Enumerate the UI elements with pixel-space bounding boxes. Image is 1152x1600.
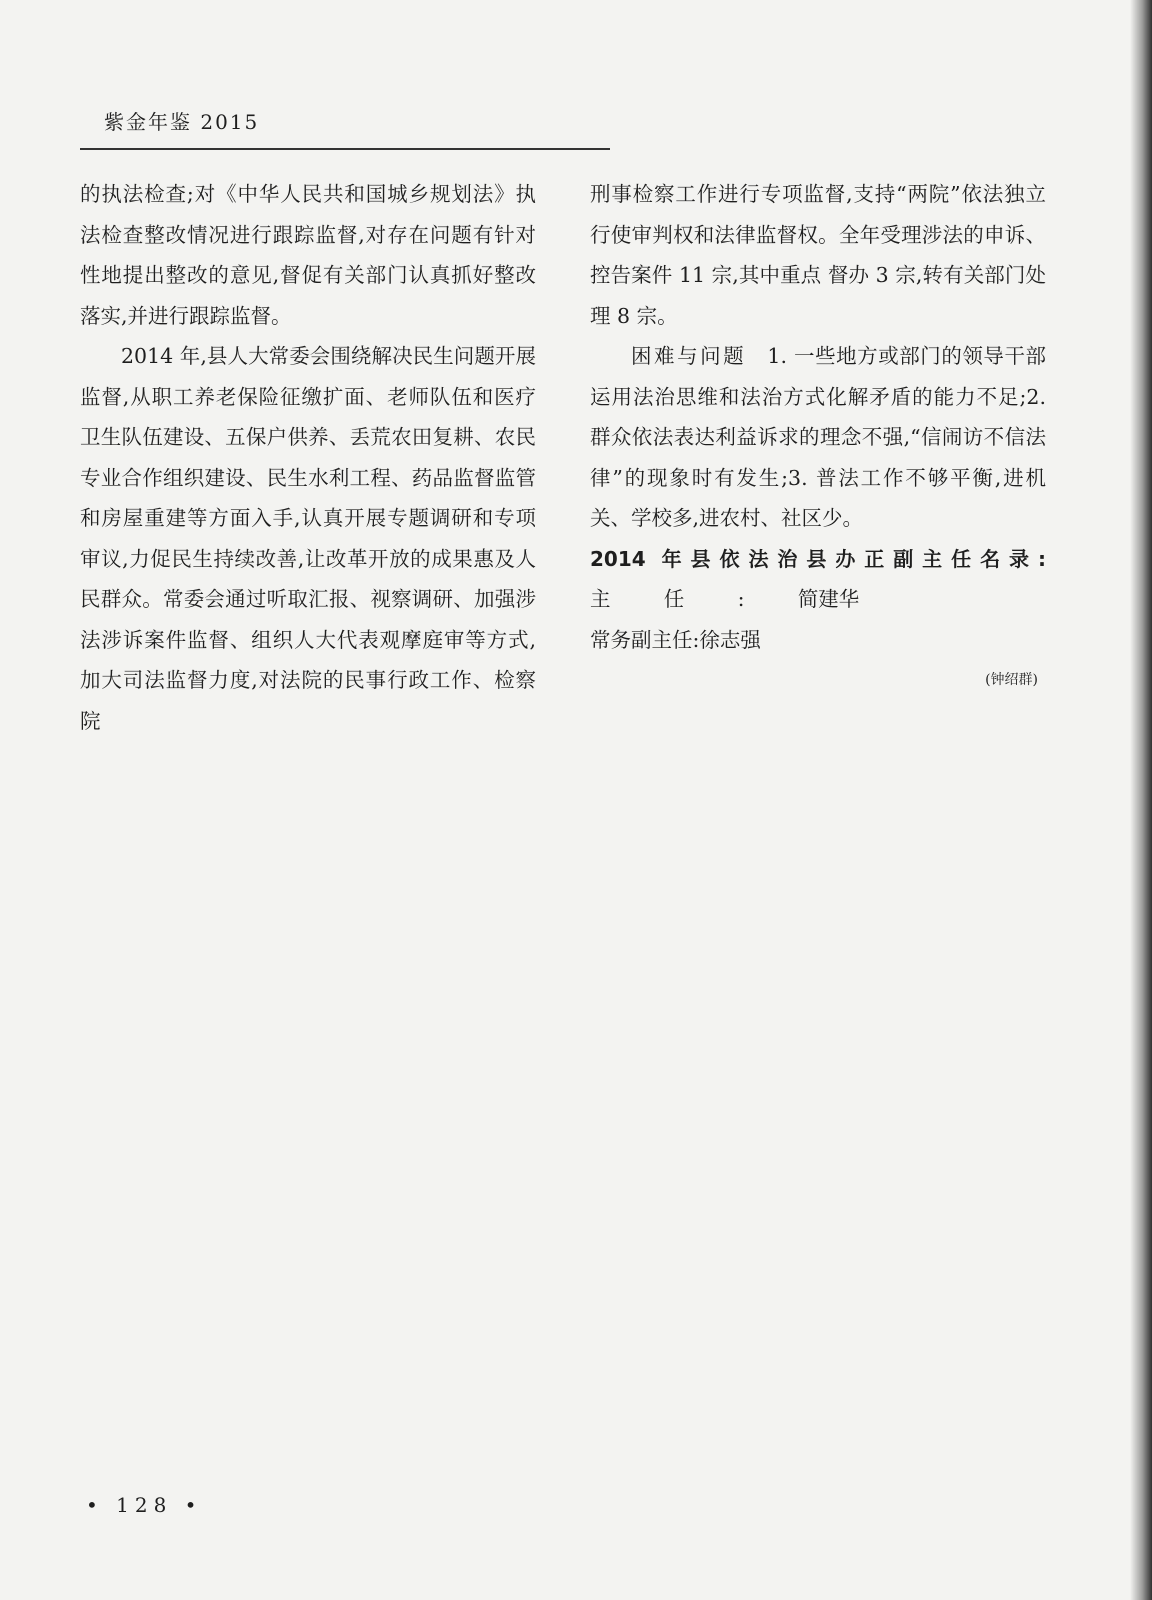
page-number: • 128 • (86, 1493, 203, 1517)
roster-row-deputy (590, 620, 1046, 661)
roster-row-director (590, 579, 1046, 620)
roster-role: 主任: (590, 587, 798, 611)
left-paragraph-2: 2014 年,县人大常委会围绕解决民生问题开展监督,从职工养老保险征缴扩面、老师队伍和医疗卫生队伍建设、五保户供养、丢荒农田复耕、农民专业合作组织建设、民生水利工程、药品监督监管和房屋重建等方面入手,认真开展专题调研和专项审议,力促民生持续改善,让改革开放的成果惠及人民群众。常委会通过听取汇报、视察调研、加强涉法涉诉案件监督、组织人大代表观摩庭审等方式,加大司法监督力度,对法院的民事行政工作、检察院 (80, 344, 536, 733)
right-paragraph-1: 刑事检察工作进行专项监督,支持“两院”依法独立行使审判权和法律监督权。全年受理涉法的申诉、控告案件 11 宗,其中重点 督办 3 宗,转有关部门处理 8 宗。 (590, 182, 1046, 328)
left-paragraph-1: 的执法检查;对《中华人民共和国城乡规划法》执法检查整改情况进行跟踪监督,对存在问题有针对性地提出整改的意见,督促有关部门认真抓好整改落实,并进行跟踪监督。 (80, 182, 536, 328)
right-column (590, 174, 1046, 700)
section-heading: 困难与问题 (631, 344, 747, 368)
roster-name: 徐志强 (699, 627, 761, 652)
author-credit: (钟绍群) (985, 672, 1038, 688)
running-header: 紫金年鉴 2015 (104, 110, 260, 134)
scan-edge-shadow (1130, 0, 1152, 1600)
left-column (80, 174, 536, 741)
right-paragraph-2 (590, 336, 1046, 539)
roster-title: 2014 年县依法治县办正副主任名录: (590, 546, 1046, 571)
header-rule (80, 148, 610, 150)
roster-name: 简建华 (797, 587, 860, 611)
roster-role: 常务副主任: (590, 627, 700, 652)
section-body: 1. 一些地方或部门的领导干部运用法治思维和法治方式化解矛盾的能力不足;2. 群众依法表达利益诉求的理念不强,“信闹访不信法律”的现象时有发生;3. 普法工作不够平衡,进机关、学校多,进农村、社区少。 (590, 344, 1046, 530)
